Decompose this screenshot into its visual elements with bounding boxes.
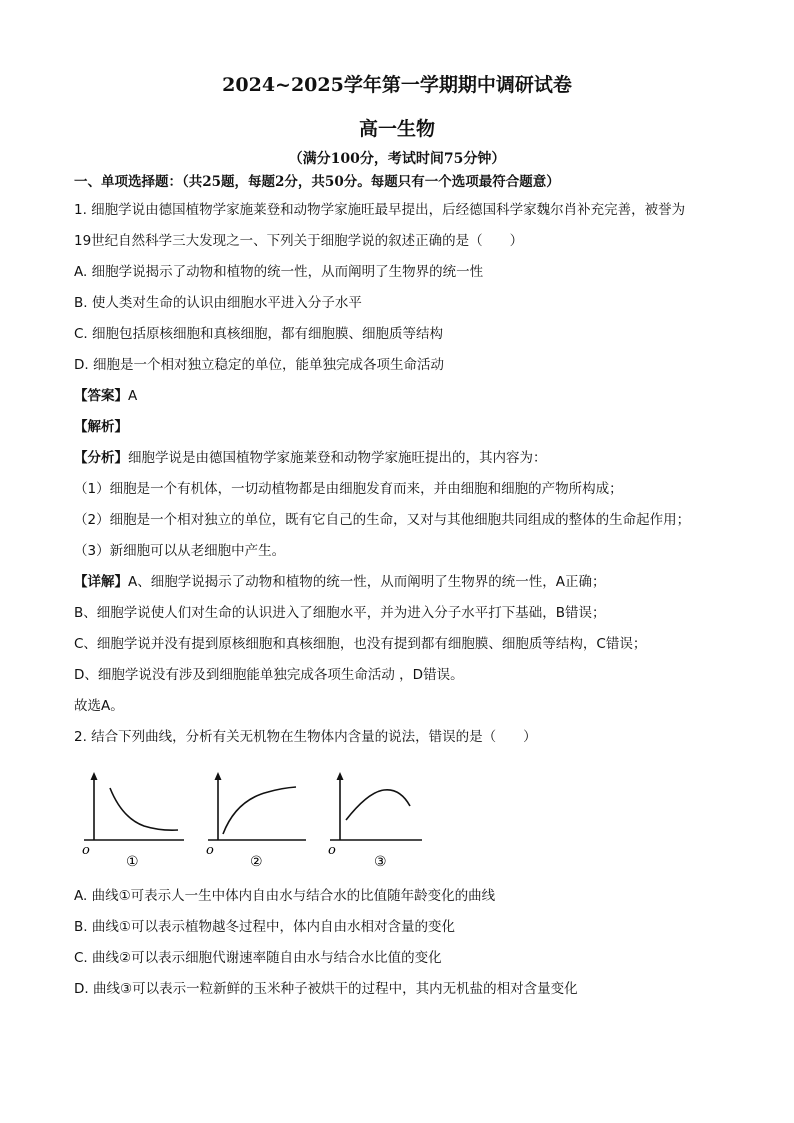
section-heading: 一、单项选择题：（共25题，每题2分，共50分。每题只有一个选项最符合题意） <box>74 174 560 190</box>
q2-curve-figure <box>70 770 430 880</box>
answer-tag: 【答案】 <box>74 388 128 404</box>
graph-label-1: ① <box>126 854 139 870</box>
exam-subject: 高一生物 <box>358 118 435 140</box>
q1-stem-line1: 1. 细胞学说由德国植物学家施莱登和动物学家施旺最早提出，后经德国科学家魏尔肖补充完善，被誉为 <box>74 202 686 218</box>
q1-conclusion: 故选A。 <box>74 698 124 714</box>
fenxi-text: 细胞学说是由德国植物学家施莱登和动物学家施旺提出的，其内容为： <box>128 450 547 466</box>
q1-xiangjie-b: B、细胞学说使人们对生命的认识进入了细胞水平，并为进入分子水平打下基础，B错误； <box>74 605 606 621</box>
analysis-tag: 【解析】 <box>74 419 128 435</box>
origin-label-1: o <box>82 843 90 858</box>
fenxi-tag: 【分析】 <box>74 450 128 466</box>
q1-point-1: （1）细胞是一个有机体，一切动植物都是由细胞发育而来，并由细胞和细胞的产物所构成； <box>74 481 623 497</box>
q1-fenxi-line <box>74 448 734 468</box>
origin-label-2: o <box>206 843 214 858</box>
answer-value: A <box>128 388 138 404</box>
origin-label-3: o <box>328 843 336 858</box>
graph-3 <box>328 772 422 870</box>
q1-xiangjie-c: C、细胞学说并没有提到原核细胞和真核细胞，也没有提到都有细胞膜、细胞质等结构，C错误； <box>74 636 647 652</box>
q1-option-b: B. 使人类对生命的认识由细胞水平进入分子水平 <box>74 295 362 311</box>
graph-label-3: ③ <box>374 854 387 870</box>
q2-stem: 2. 结合下列曲线，分析有关无机物在生物体内含量的说法，错误的是（ ） <box>74 729 537 745</box>
exam-title: 2024~2025学年第一学期期中调研试卷 <box>222 74 572 96</box>
q1-answer-line <box>74 386 734 406</box>
exam-note: （满分100分，考试时间75分钟） <box>288 151 506 167</box>
q1-point-3: （3）新细胞可以从老细胞中产生。 <box>74 543 286 559</box>
q1-option-d: D. 细胞是一个相对独立稳定的单位，能单独完成各项生命活动 <box>74 357 444 373</box>
q2-option-b: B. 曲线①可以表示植物越冬过程中，体内自由水相对含量的变化 <box>74 919 455 935</box>
graph-2 <box>206 772 306 870</box>
q1-point-2: （2）细胞是一个相对独立的单位，既有它自己的生命，又对与其他细胞共同组成的整体的生命起作用； <box>74 512 691 528</box>
q2-option-a: A. 曲线①可表示人一生中体内自由水与结合水的比值随年龄变化的曲线 <box>74 888 496 904</box>
q1-stem-line2: 19世纪自然科学三大发现之一、下列关于细胞学说的叙述正确的是（ ） <box>74 233 524 249</box>
xiangjie-tag: 【详解】 <box>74 574 128 590</box>
q2-option-d: D. 曲线③可以表示一粒新鲜的玉米种子被烘干的过程中，其内无机盐的相对含量变化 <box>74 981 578 997</box>
q1-xiangjie-d: D、细胞学说没有涉及到细胞能单独完成各项生命活动 ，D错误。 <box>74 667 464 683</box>
q1-option-c: C. 细胞包括原核细胞和真核细胞，都有细胞膜、细胞质等结构 <box>74 326 444 342</box>
q1-analysis-tag-line <box>74 417 734 437</box>
xiangjie-a: A、细胞学说揭示了动物和植物的统一性，从而阐明了生物界的统一性，A正确； <box>128 574 606 590</box>
graph-label-2: ② <box>250 854 263 870</box>
q1-xiangjie-line <box>74 572 734 592</box>
graph-1 <box>82 772 184 870</box>
q2-option-c: C. 曲线②可以表示细胞代谢速率随自由水与结合水比值的变化 <box>74 950 442 966</box>
q1-option-a: A. 细胞学说揭示了动物和植物的统一性，从而阐明了生物界的统一性 <box>74 264 484 280</box>
